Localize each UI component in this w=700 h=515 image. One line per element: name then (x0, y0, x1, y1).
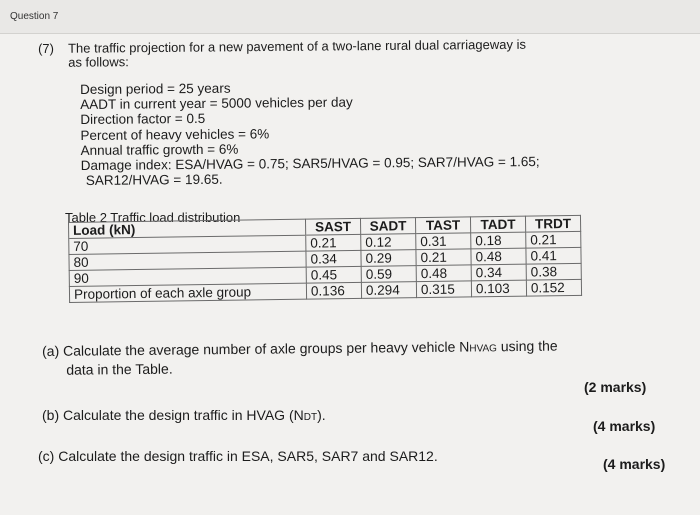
cell-load: 80 (69, 251, 306, 270)
intro-line-1: The traffic projection for a new pavement of a two-lane rural dual carriageway is (67, 36, 526, 56)
cell-value: 0.59 (361, 266, 416, 283)
question-b-text: Calculate the design traffic in HVAG (N (63, 407, 304, 423)
param-damage-index: Damage index: ESA/HVAG = 0.75; SAR5/HVAG = 0.95; SAR7/HVAG = 1.65; (80, 154, 540, 174)
question-b-marks: (4 marks) (593, 418, 656, 434)
param-damage-index-cont: SAR12/HVAG = 19.65. (85, 171, 223, 189)
intro-line-2: as follows: (68, 54, 129, 70)
cell-value: 0.29 (361, 250, 416, 267)
cell-value: 0.45 (306, 266, 361, 283)
question-a-subscript: HVAG (469, 343, 498, 355)
cell-value: 0.294 (361, 282, 416, 299)
header-band (0, 0, 700, 34)
question-a-text: Calculate the average number of axle groups per heavy vehicle N (63, 338, 470, 359)
param-direction-factor: Direction factor = 0.5 (80, 111, 206, 128)
cell-value: 0.31 (416, 233, 471, 250)
question-a-text-end: using the (496, 337, 558, 355)
cell-value: 0.152 (526, 279, 581, 296)
parameter-list (80, 77, 681, 189)
col-header-trdt: TRDT (525, 215, 580, 232)
col-header-tadt: TADT (470, 216, 525, 233)
question-b (42, 407, 326, 426)
cell-value: 0.34 (306, 250, 361, 267)
question-a-label: (a) (42, 342, 60, 359)
cell-value: 0.21 (526, 231, 581, 248)
cell-value: 0.41 (526, 247, 581, 264)
cell-value: 0.21 (416, 249, 471, 266)
question-a-line-2: data in the Table. (66, 360, 173, 378)
cell-value: 0.34 (471, 264, 526, 281)
cell-load: Proportion of each axle group (69, 283, 306, 302)
question-b-label: (b) (42, 407, 60, 423)
load-distribution-table (68, 215, 582, 303)
cell-value: 0.21 (306, 234, 361, 251)
cell-value: 0.48 (471, 248, 526, 265)
cell-value: 0.38 (526, 263, 581, 280)
question-b-text-end: ). (317, 407, 326, 423)
question-c (38, 448, 438, 464)
param-aadt: AADT in current year = 5000 vehicles per day (80, 94, 353, 113)
param-design-period: Design period = 25 years (80, 80, 231, 97)
question-intro (38, 37, 638, 70)
cell-value: 0.103 (471, 280, 526, 297)
col-header-sast: SAST (305, 218, 360, 235)
cell-load: 70 (69, 235, 306, 254)
question-c-marks: (4 marks) (603, 456, 666, 472)
question-a (42, 336, 672, 378)
cell-value: 0.48 (416, 265, 471, 282)
cell-load: 90 (69, 267, 306, 286)
question-c-text: Calculate the design traffic in ESA, SAR5, SAR7 and SAR12. (58, 448, 438, 464)
col-header-load: Load (kN) (69, 219, 306, 238)
cell-value: 0.315 (416, 281, 471, 298)
question-c-label: (c) (38, 448, 55, 464)
divider (0, 33, 700, 34)
cell-value: 0.18 (471, 232, 526, 249)
param-heavy-vehicles: Percent of heavy vehicles = 6% (80, 125, 270, 143)
question-number: (7) (37, 40, 55, 56)
col-header-sadt: SADT (360, 218, 415, 235)
question-b-subscript: DT (303, 412, 318, 423)
cell-value: 0.12 (361, 234, 416, 251)
table-caption: Table 2 Traffic load distribution (65, 210, 241, 225)
question-label: Question 7 (10, 11, 59, 22)
question-a-marks: (2 marks) (584, 379, 647, 395)
cell-value: 0.136 (306, 282, 361, 299)
col-header-tast: TAST (415, 217, 470, 234)
param-growth: Annual traffic growth = 6% (80, 141, 239, 158)
